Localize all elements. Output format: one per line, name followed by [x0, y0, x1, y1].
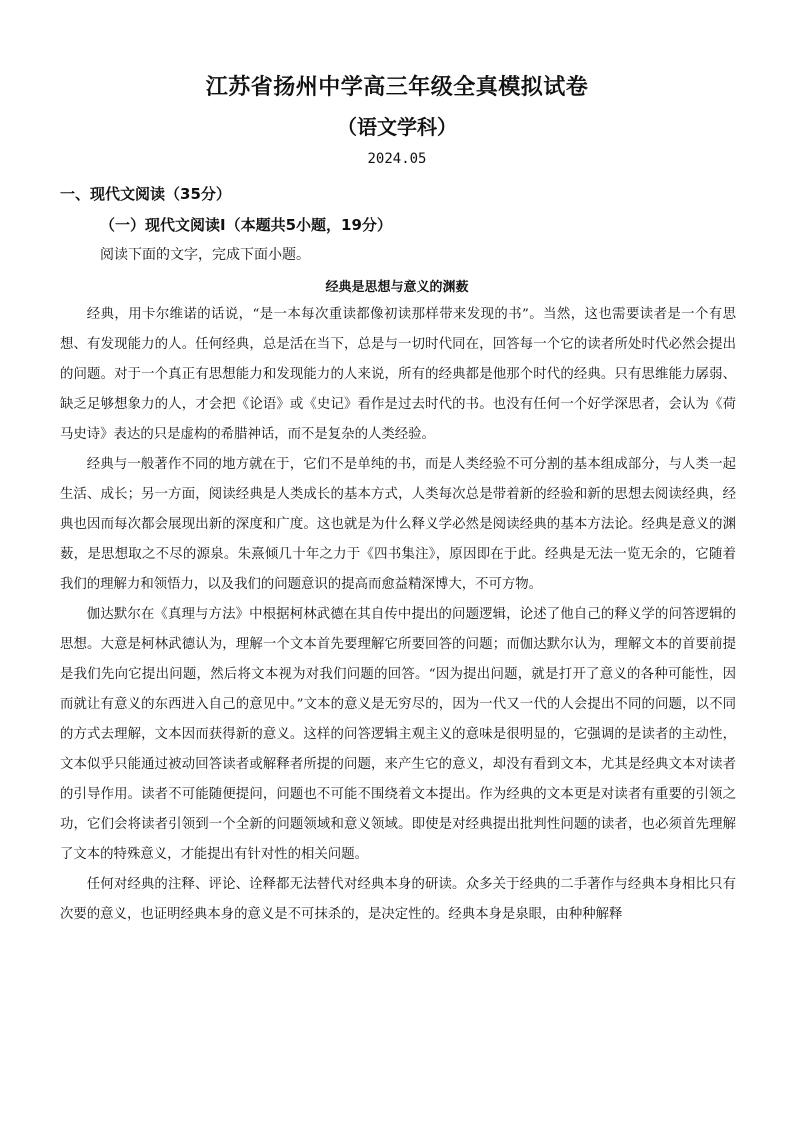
- article-paragraph: 经典与一般著作不同的地方就在于，它们不是单纯的书，而是人类经验不可分割的基本组成部分，与人类一起生活、成长；另一方面，阅读经典是人类成长的基本方式，人类每次总是带着新的经验和新的思想去阅读经典，经典也因而每次都会展现出新的深度和广度。这也就是为什么释义学必然是阅读经典的基本方法论。经典是意义的渊薮，是思想取之不尽的源泉。朱熹倾几十年之力于《四书集注》，原因即在于此。经典是无法一览无余的，它随着我们的理解力和领悟力，以及我们的问题意识的提高而愈益精深博大，不可方物。: [60, 457, 736, 592]
- article-title: 经典是思想与意义的渊薮: [325, 280, 469, 295]
- article-paragraph: 经典，用卡尔维诺的话说，“是一本每次重读都像初读那样带来发现的书”。当然，这也需要读者是一个有思想、有发现能力的人。任何经典，总是活在当下，总是与一切时代同在，回答每一个它的读者所处时代必然会提出的问题。对于一个真正有思想能力和发现能力的人来说，所有的经典都是他那个时代的经典。只有思维能力孱弱、缺乏足够想象力的人，才会把《论语》或《史记》看作是过去时代的书。也没有任何一个好学深思者，会认为《荷马史诗》表达的只是虚构的希腊神话，而不是复杂的人类经验。: [60, 307, 736, 442]
- exam-title: 江苏省扬州中学高三年级全真模拟试卷: [205, 74, 589, 100]
- reading-instruction: 阅读下面的文字，完成下面小题。: [100, 247, 310, 263]
- article-body: [60, 300, 736, 930]
- article-paragraph: 伽达默尔在《真理与方法》中根据柯林武德在其自传中提出的问题逻辑，论述了他自己的释义学的问答逻辑的思想。大意是柯林武德认为，理解一个文本首先要理解它所要回答的问题；而伽达默尔认为，理解文本的首要前提是我们先向它提出问题，然后将文本视为对我们问题的回答。“因为提出问题，就是打开了意义的各种可能性，因而就让有意义的东西进入自己的意见中。”文本的意义是无穷尽的，因为一代又一代的人会提出不同的问题，以不同的方式去理解，文本因而获得新的意义。这样的问答逻辑主观主义的意味是很明显的，它强调的是读者的主动性，文本似乎只能通过被动回答读者或解释者所提的问题，来产生它的意义，却没有看到文本，尤其是经典文本对读者的引导作用。读者不可能随便提问，问题也不可能不围绕着文本提出。作为经典的文本更是对读者有重要的引领之功，它们会将读者引领到一个全新的问题领域和意义领域。即使是对经典提出批判性问题的读者，也必须首先理解了文本的特殊意义，才能提出有针对性的相关问题。: [60, 607, 736, 862]
- article-paragraph: 任何对经典的注释、评论、诠释都无法替代对经典本身的研读。众多关于经典的二手著作与经典本身相比只有次要的意义，也证明经典本身的意义是不可抹杀的，是决定性的。经典本身是泉眼，由种种解释: [60, 877, 736, 922]
- subsection-heading: （一）现代文阅读Ⅰ（本题共5小题，19分）: [100, 216, 392, 234]
- exam-subject: （语文学科）: [337, 115, 457, 139]
- exam-date: 2024.05: [367, 151, 427, 167]
- section-heading: 一、现代文阅读（35分）: [60, 185, 231, 203]
